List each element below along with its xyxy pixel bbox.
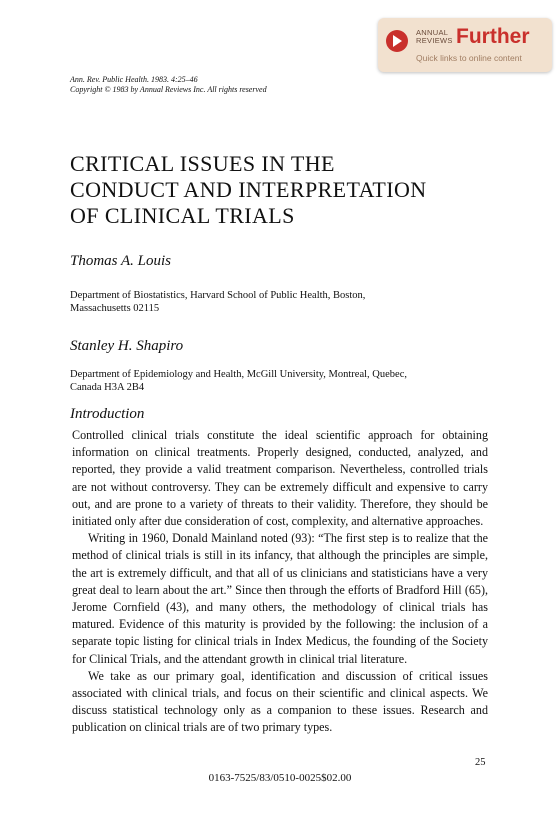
quick-links-label: Quick links to online content (416, 53, 522, 63)
annual-reviews-logo-icon (386, 30, 408, 52)
further-label: Further (456, 25, 530, 48)
author-affiliation: Department of Epidemiology and Health, McGill University, Montreal, Quebec, Canada H3A 2B4 (70, 369, 407, 393)
paragraph: Controlled clinical trials constitute the ideal scientific approach for obtaining information on clinical treatments. Properly designed, conducted, analyzed, and reported, they provide a valid treatment comparison. Nevertheless, controlled trials are not without controversy. They can be extremely difficult and expensive to carry out, and are prone to a variety of threats to their validity. Therefore, they should be initiated only after due consideration of cost, complexity, and alternative approaches. (72, 428, 488, 529)
author-name: Thomas A. Louis (70, 253, 172, 269)
author-affiliation: Department of Biostatistics, Harvard School of Public Health, Boston, Massachusetts 02115 (70, 290, 366, 314)
author-name: Stanley H. Shapiro (70, 338, 184, 354)
page-number: 25 (475, 757, 486, 768)
article-code: 0163-7525/83/0510-0025$02.00 (208, 772, 352, 784)
annual-reviews-further-banner[interactable] (378, 18, 552, 72)
paragraph: Writing in 1960, Donald Mainland noted (93): “The first step is to realize that the method of clinical trials is still in its infancy, that although the principles are simple, the art is extremely difficult, and that all of us clinicians and statisticians have a very great deal to learn about the art.” Since then through the efforts of Bradford Hill (65), Jerome Cornfield (43), and many others, the methodology of clinical trials has matured. Evidence of this maturity is provided by the following: the inclusion of a separate topic listing for clinical trials in Index Medicus, the founding of the Society for Clinical Trials, and the attendant growth in clinical trial literature. (72, 531, 488, 666)
section-heading: Introduction (70, 406, 145, 422)
paragraph: We take as our primary goal, identification and discussion of critical issues associated with clinical trials, and focus on their scientific and clinical aspects. We discuss statistical technology only as a companion to these issues. Research and publication on clinical trials are of two primary types. (72, 668, 488, 735)
article-title: CRITICAL ISSUES IN THE CONDUCT AND INTERPRETATION OF CLINICAL TRIALS (70, 151, 427, 228)
journal-citation: Ann. Rev. Public Health. 1983. 4:25–46 Copyright © 1983 by Annual Reviews Inc. All rights reserved (70, 75, 267, 94)
annual-reviews-label: ANNUAL REVIEWS (416, 28, 453, 45)
body-text (72, 427, 488, 737)
